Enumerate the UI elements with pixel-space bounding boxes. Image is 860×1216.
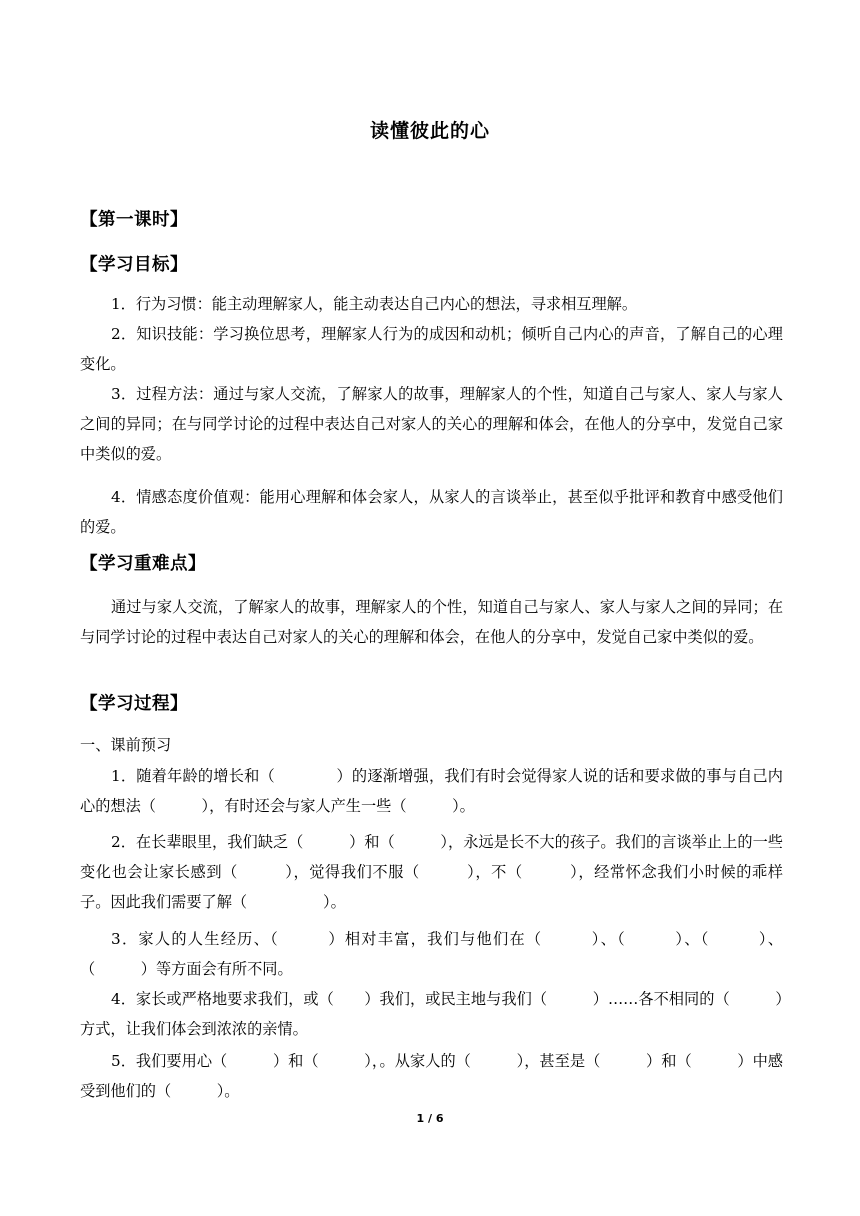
- objective-item-1: 1．行为习惯：能主动理解家人，能主动表达自己内心的想法，寻求相互理解。: [111, 295, 638, 313]
- page-number: 1 / 6: [416, 1112, 444, 1125]
- preview-item-4: 4．家长或严格地要求我们，或（ ）我们，或民主地与我们（ ）……各不相同的（ ）方式，让我们体会到浓浓的亲情。: [80, 990, 783, 1038]
- preview-item-2: 2．在长辈眼里，我们缺乏（ ）和（ ），永远是长不大的孩子。我们的言谈举止上的一些变化也会让家长感到（ ），觉得我们不服（ ），不（ ），经常怀念我们小时候的乖样子。因此我们需要了解（ ）。: [80, 833, 783, 911]
- objective-item-3: 3．过程方法：通过与家人交流，了解家人的故事，理解家人的个性，知道自己与家人、家人与家人之间的异同；在与同学讨论的过程中表达自己对家人的关心的理解和体会，在他人的分享中，发觉自己家中类似的爱。: [80, 385, 783, 463]
- preview-item-1: 1．随着年龄的增长和（ ）的逐渐增强，我们有时会觉得家人说的话和要求做的事与自己内心的想法（ ），有时还会与家人产生一些（ ）。: [80, 767, 783, 815]
- preview-item-5: 5．我们要用心（ ）和（ ），。从家人的（ ），甚至是（ ）和（ ）中感受到他们的（ ）。: [80, 1052, 783, 1100]
- objective-item-4: 4．情感态度价值观：能用心理解和体会家人，从家人的言谈举止，甚至似乎批评和教育中感受他们的爱。: [80, 488, 783, 536]
- objective-item-2: 2．知识技能：学习换位思考，理解家人行为的成因和动机；倾听自己内心的声音，了解自己的心理变化。: [80, 325, 783, 373]
- preview-subheading: 一、课前预习: [80, 736, 172, 754]
- key-points-text: 通过与家人交流，了解家人的故事，理解家人的个性，知道自己与家人、家人与家人之间的异同；在与同学讨论的过程中表达自己对家人的关心的理解和体会，在他人的分享中，发觉自己家中类似的爱。: [80, 598, 783, 646]
- document-title: 读懂彼此的心: [369, 120, 490, 142]
- preview-item-3: 3．家人的人生经历、（ ）相对丰富，我们与他们在（ ）、（ ）、（ ）、（ ）等方面会有所不同。: [80, 930, 783, 978]
- process-heading: 【学习过程】: [80, 694, 188, 714]
- objectives-heading: 【学习目标】: [80, 255, 188, 275]
- key-points-heading: 【学习重难点】: [80, 554, 206, 574]
- lesson-heading: 【第一课时】: [80, 210, 188, 230]
